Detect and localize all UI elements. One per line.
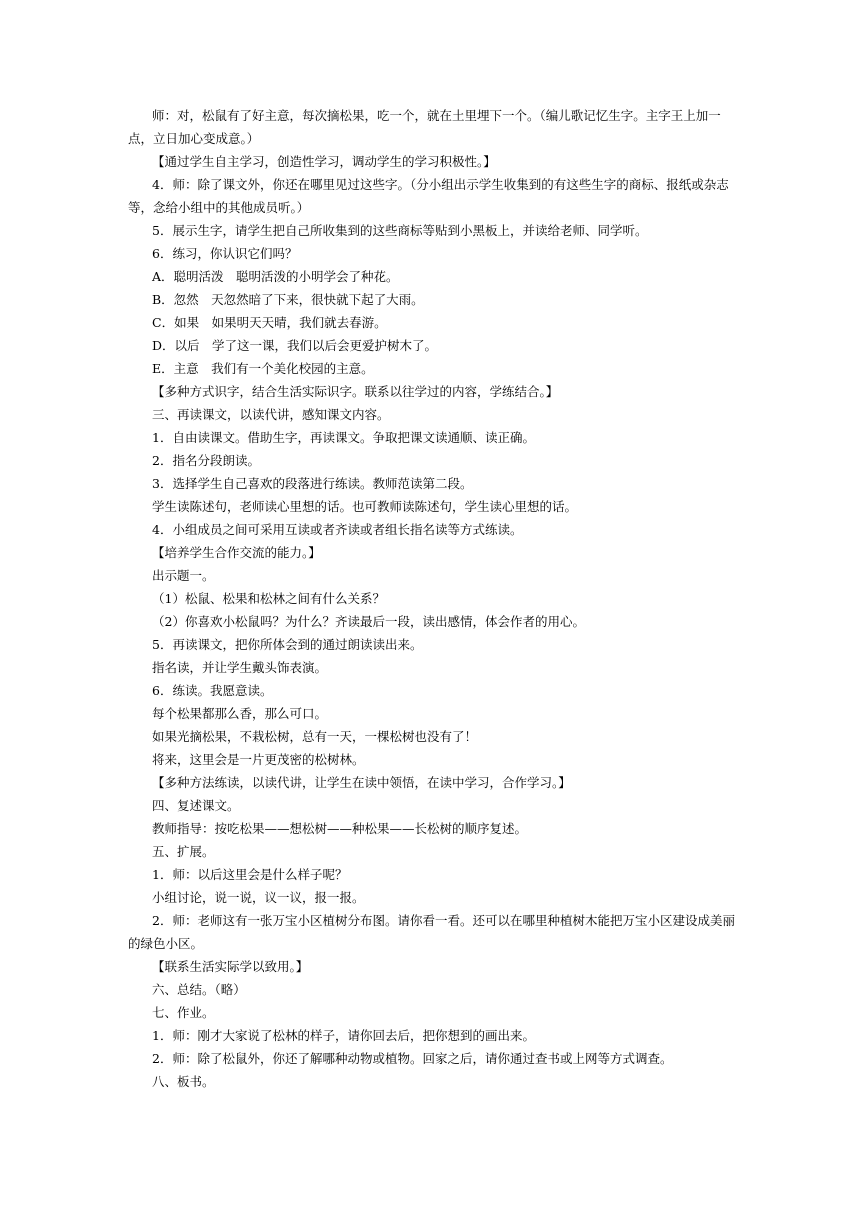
paragraph: 1．自由读课文。借助生字，再读课文。争取把课文读通顺、读正确。 <box>152 430 535 445</box>
paragraph: 三、再读课文，以读代讲，感知课文内容。 <box>152 407 390 422</box>
paragraph: 3．选择学生自己喜欢的段落进行练读。教师范读第二段。 <box>152 476 473 491</box>
paragraph: 教师指导：按吃松果——想松树——种松果——长松树的顺序复述。 <box>152 821 528 836</box>
paragraph: 【多种方法练读，以读代讲，让学生在读中领悟，在读中学习，合作学习。】 <box>152 775 571 790</box>
paragraph: 4．小组成员之间可采用互读或者齐读或者组长指名读等方式练读。 <box>152 522 523 537</box>
paragraph: 5．展示生字，请学生把自己所收集到的这些商标等贴到小黑板上，并读给老师、同学听。 <box>152 223 648 238</box>
paragraph: C．如果 如果明天天晴，我们就去春游。 <box>152 315 387 330</box>
paragraph: 5．再读课文，把你所体会到的通过朗读读出来。 <box>152 637 423 652</box>
paragraph: 2．师：除了松鼠外，你还了解哪种动物或植物。回家之后，请你通过查书或上网等方式调查。 <box>152 1051 673 1066</box>
document-page <box>128 104 736 1093</box>
paragraph: D．以后 学了这一课，我们以后会更爱护树木了。 <box>152 338 438 353</box>
paragraph: 七、作业。 <box>152 1005 215 1020</box>
paragraph: 四、复述课文。 <box>152 798 240 813</box>
paragraph: 6．练读。我愿意读。 <box>152 683 273 698</box>
paragraph: 【联系生活实际学以致用。】 <box>152 959 309 974</box>
paragraph: （1）松鼠、松果和松林之间有什么关系？ <box>152 591 385 606</box>
paragraph: 将来，这里会是一片更茂密的松树林。 <box>152 752 365 767</box>
paragraph: 八、板书。 <box>152 1074 215 1089</box>
paragraph: 小组讨论，说一说，议一议，报一报。 <box>152 890 365 905</box>
paragraph: 【通过学生自主学习，创造性学习，调动学生的学习积极性。】 <box>152 154 496 169</box>
paragraph: 五、扩展。 <box>152 844 215 859</box>
paragraph: 1．师：刚才大家说了松林的样子，请你回去后，把你想到的画出来。 <box>152 1028 535 1043</box>
paragraph: 如果光摘松果，不栽松树，总有一天，一棵松树也没有了！ <box>152 729 478 744</box>
paragraph: A．聪明活泼 聪明活泼的小明学会了种花。 <box>152 269 399 284</box>
paragraph: 每个松果都那么香，那么可口。 <box>152 706 328 721</box>
paragraph: 4．师：除了课文外，你还在哪里见过这些字。（分小组出示学生收集到的有这些生字的商标、报纸或杂志等，念给小组中的其他成员听。） <box>128 177 729 215</box>
paragraph: 出示题一。 <box>152 568 215 583</box>
paragraph: 【培养学生合作交流的能力。】 <box>152 545 321 560</box>
paragraph: （2）你喜欢小松鼠吗？为什么？齐读最后一段，读出感情，体会作者的用心。 <box>152 614 585 629</box>
paragraph: 指名读，并让学生戴头饰表演。 <box>152 660 328 675</box>
paragraph: 师：对，松鼠有了好主意，每次摘松果，吃一个，就在土里埋下一个。（编儿歌记忆生字。主字王上加一点，立日加心变成意。） <box>128 108 721 146</box>
paragraph: 【多种方式识字，结合生活实际识字。联系以往学过的内容，学练结合。】 <box>152 384 559 399</box>
paragraph: 六、总结。（略） <box>152 982 246 997</box>
paragraph: 2．指名分段朗读。 <box>152 453 260 468</box>
paragraph: 2．师：老师这有一张万宝小区植树分布图。请你看一看。还可以在哪里种植树木能把万宝小区建设成美丽的绿色小区。 <box>128 913 735 951</box>
paragraph: 6．练习，你认识它们吗？ <box>152 246 298 261</box>
paragraph: 学生读陈述句，老师读心里想的话。也可教师读陈述句，学生读心里想的话。 <box>152 499 578 514</box>
paragraph: B．忽然 天忽然暗了下来，很快就下起了大雨。 <box>152 292 424 307</box>
paragraph: 1．师：以后这里会是什么样子呢？ <box>152 867 348 882</box>
paragraph: E．主意 我们有一个美化校园的主意。 <box>152 361 374 376</box>
